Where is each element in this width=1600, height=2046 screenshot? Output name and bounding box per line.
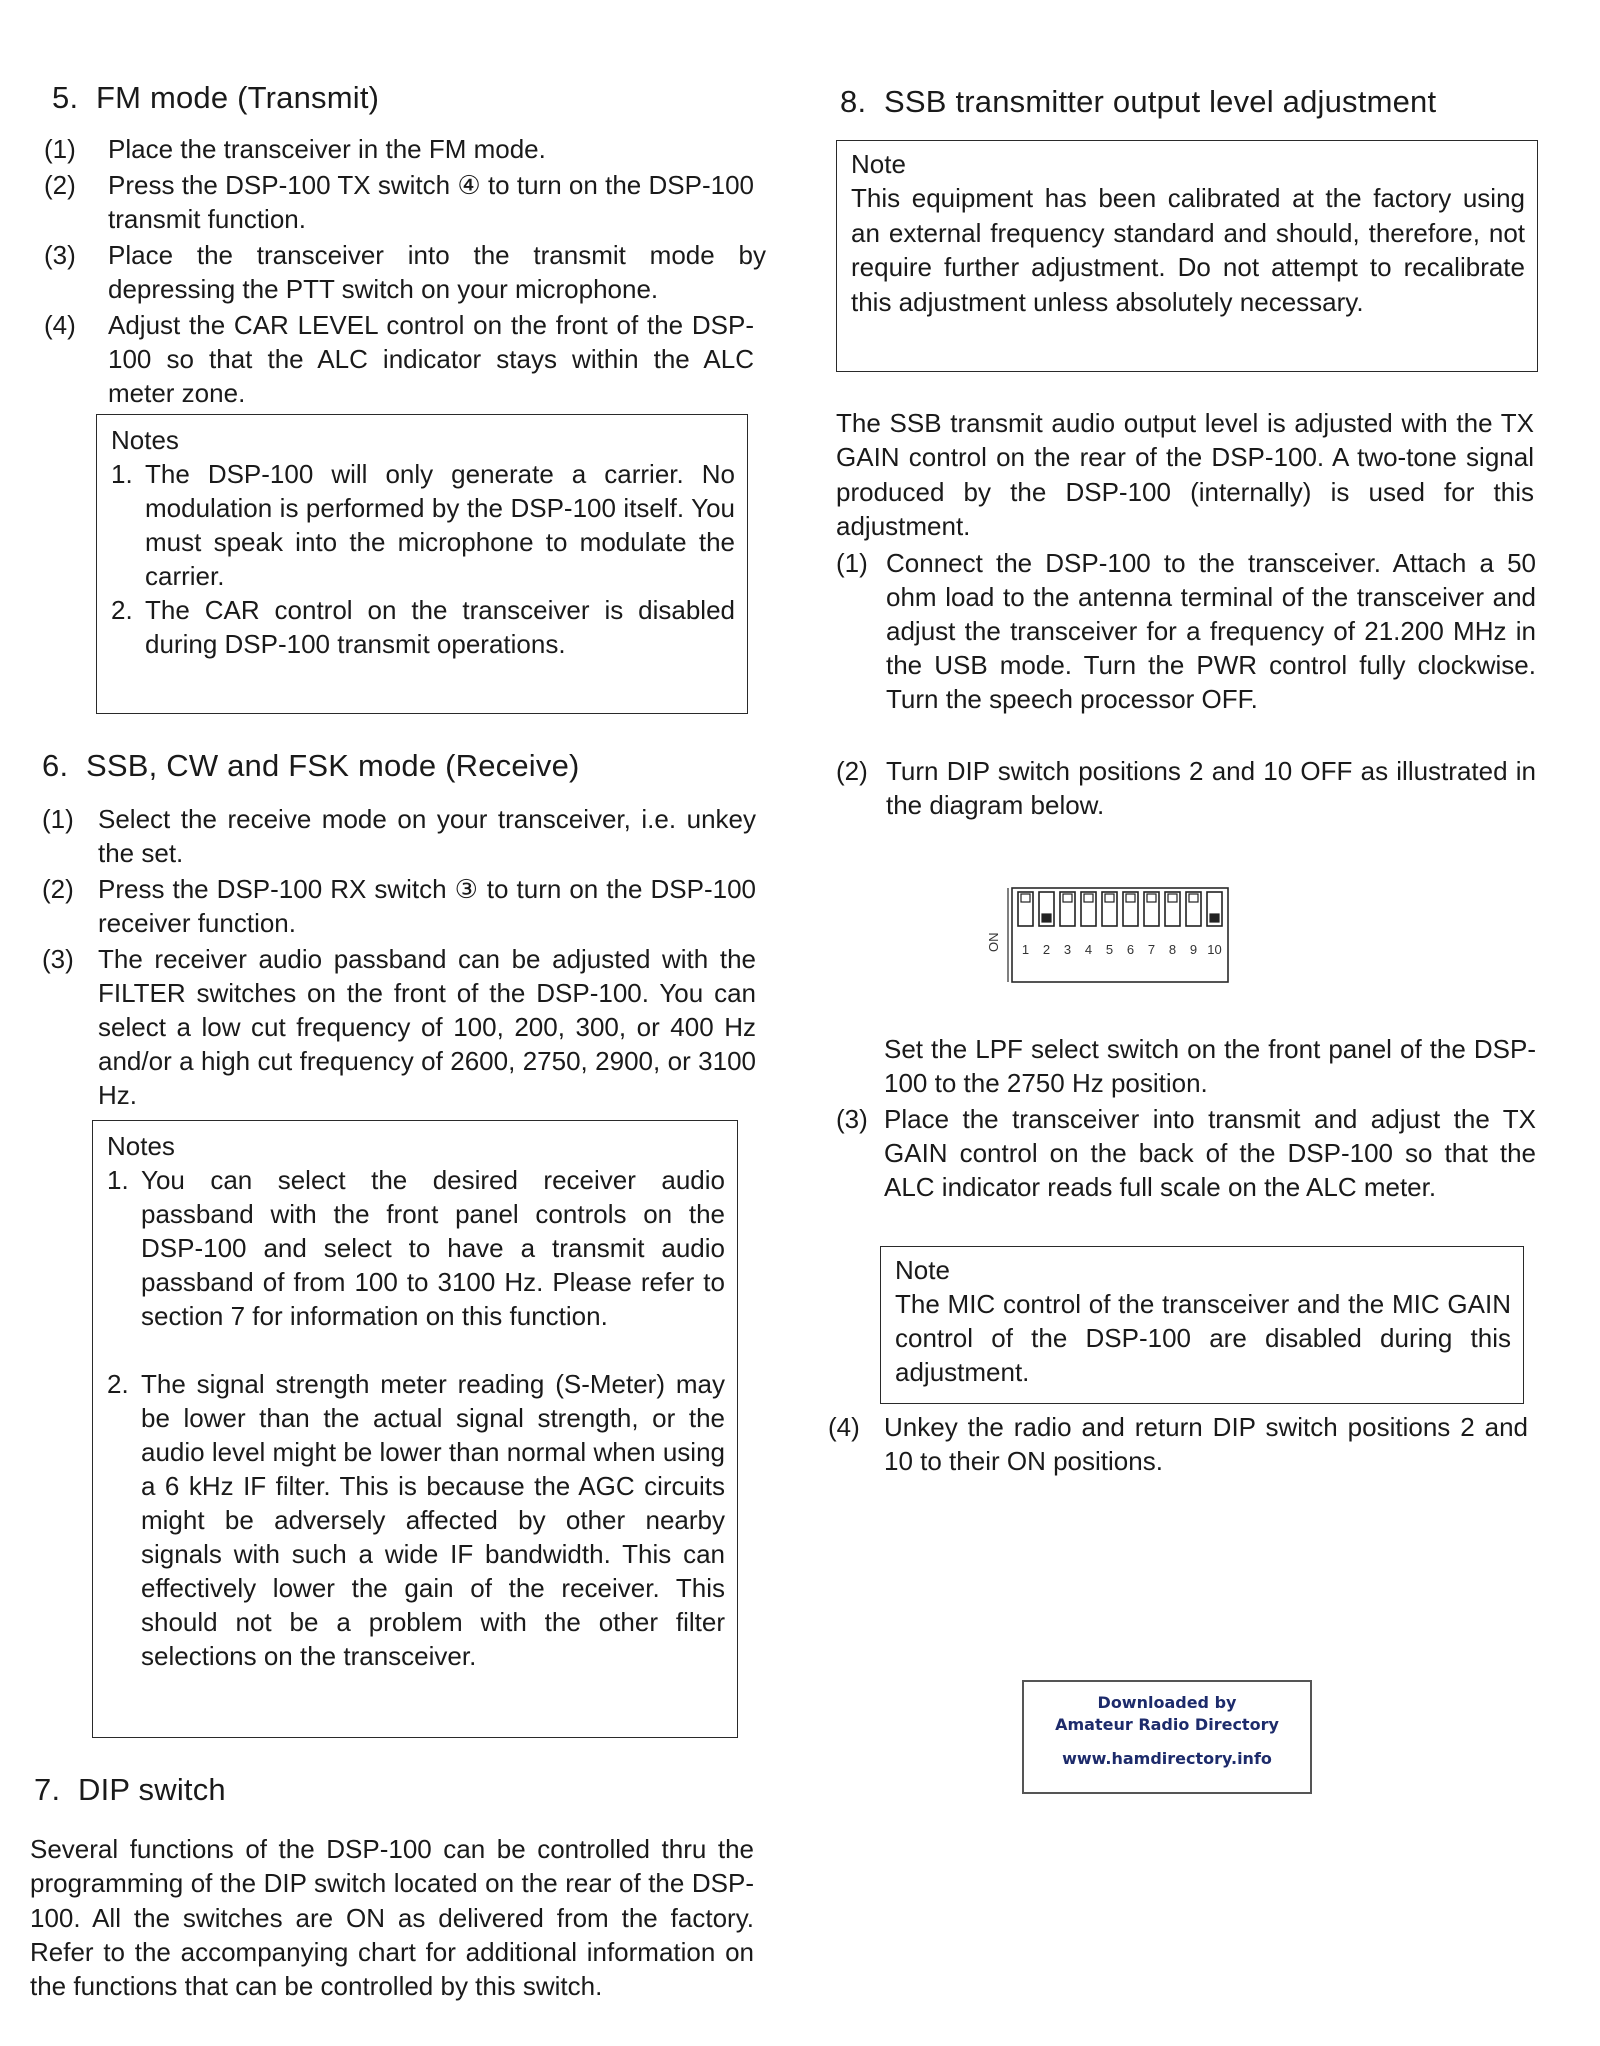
list-item (44, 308, 754, 412)
note-box (880, 1246, 1524, 1404)
dip-on-label: ON (986, 932, 1001, 952)
section-title: SSB transmitter output level adjustment (884, 84, 1437, 119)
notes-box (96, 414, 748, 714)
list-item (42, 942, 756, 1114)
dip-switch-group (1018, 892, 1222, 957)
section-title: DIP switch (78, 1772, 226, 1807)
dip-switch-diagram (976, 880, 1236, 1000)
item-number: (4) (44, 310, 76, 340)
item-text: Press the DSP-100 TX switch ④ to turn on the DSP-100 transmit function. (108, 170, 754, 234)
dip-switch-label: 1 (1021, 942, 1030, 957)
dip-switch-knob-2 (1042, 914, 1051, 922)
lpf-instruction: Set the LPF select switch on the front panel of the DSP-100 to the 2750 Hz position. (884, 1034, 1536, 1099)
list-item (42, 872, 756, 942)
list-item (44, 168, 754, 238)
stamp-line-1: Downloaded by (1097, 1693, 1237, 1712)
dip-switch-knob-6 (1126, 894, 1135, 902)
dip-switch-knob-4 (1084, 894, 1093, 902)
stamp-url[interactable]: www.hamdirectory.info (1062, 1749, 1272, 1768)
note-text: The CAR control on the transceiver is disabled during DSP-100 transmit operations. (145, 595, 735, 659)
notes-box (92, 1120, 738, 1738)
section-number: 7. (34, 1772, 61, 1807)
item-number: (3) (44, 240, 76, 270)
section-number: 8. (840, 84, 867, 119)
section-number: 5. (52, 80, 79, 115)
item-number: (2) (42, 874, 74, 904)
notes-title: Notes (111, 425, 179, 455)
note-number: 2. (107, 1369, 129, 1399)
note-text: The DSP-100 will only generate a carrier. No modulation is performed by the DSP-100 itself. You must speak into the microphone to modulate the carrier. (145, 459, 735, 591)
note-box (836, 140, 1538, 372)
section-7-paragraph: Several functions of the DSP-100 can be controlled thru the programming of the DIP switch located on the rear of the DSP-100. All the switches are ON as delivered from the factory. Refer to the accompanying chart for additional information on the functions that can be controlled by this switch. (30, 1834, 754, 2002)
list-item (836, 754, 1536, 824)
dip-switch-knob-3 (1063, 894, 1072, 902)
item-number: (1) (42, 804, 74, 834)
section-6-heading (42, 748, 580, 784)
item-text: Connect the DSP-100 to the transceiver. Attach a 50 ohm load to the antenna terminal of the transceiver and adjust the transceiver for a frequency of 21.200 MHz in the USB mode. Turn the PWR control fully clockwise. Turn the speech processor OFF. (886, 548, 1536, 714)
item-number: (3) (42, 944, 74, 974)
dip-switch-label: 3 (1063, 942, 1072, 957)
dip-switch-knob-5 (1105, 894, 1114, 902)
item-text: Place the transceiver into transmit and adjust the TX GAIN control on the back of the DSP-100 so that the ALC indicator reads full scale on the ALC meter. (884, 1104, 1536, 1202)
note-title: Note (895, 1255, 950, 1285)
note-text: The signal strength meter reading (S-Meter) may be lower than the actual signal strength, or the audio level might be lower than normal when using a 6 kHz IF filter. This is because the AGC circuits might be adversely affected by other nearby signals with such a wide IF bandwidth. This can effectively lower the gain of the receiver. This should not be a problem with the other filter selections on the transceiver. (141, 1369, 725, 1671)
item-number: (4) (828, 1412, 860, 1442)
list-item (44, 238, 766, 308)
notes-title: Notes (107, 1131, 175, 1161)
section-5-heading (52, 80, 379, 116)
section-8-intro: The SSB transmit audio output level is adjusted with the TX GAIN control on the rear of the DSP-100. A two-tone signal produced by the DSP-100 (internally) is used for this adjustment. (836, 408, 1534, 541)
note-item (111, 457, 735, 593)
note-title: Note (851, 149, 906, 179)
item-number: (3) (836, 1104, 868, 1134)
item-number: (1) (836, 548, 868, 578)
dip-switch-label: 10 (1207, 942, 1222, 957)
note-item (111, 593, 735, 695)
note-text: You can select the desired receiver audio passband with the front panel controls on the DSP-100 and select to have a transmit audio passband of from 100 to 3100 Hz. Please refer to section 7 for information on this function. (141, 1165, 725, 1331)
stamp-line-2: Amateur Radio Directory (1055, 1715, 1279, 1734)
section-title: SSB, CW and FSK mode (Receive) (86, 748, 580, 783)
note-text: This equipment has been calibrated at the factory using an external frequency standard and should, therefore, not require further adjustment. Do not attempt to recalibrate this adjustment unless absolutely necessary. (851, 183, 1525, 317)
dip-switch-knob-10 (1210, 914, 1219, 922)
section-8-heading (840, 84, 1436, 120)
dip-switch-knob-9 (1189, 894, 1198, 902)
dip-switch-label: 9 (1189, 942, 1198, 957)
dip-switch-knob-7 (1147, 894, 1156, 902)
item-text: Place the transceiver into the transmit mode by depressing the PTT switch on your microphone. (108, 240, 766, 304)
note-item (107, 1367, 725, 1727)
dip-switch-knob-8 (1168, 894, 1177, 902)
dip-switch-svg (976, 880, 1236, 1000)
dip-switch-knob-1 (1021, 894, 1030, 902)
note-number: 2. (111, 595, 133, 625)
list-item (828, 1410, 1528, 1480)
item-number: (2) (44, 170, 76, 200)
item-text: Unkey the radio and return DIP switch positions 2 and 10 to their ON positions. (884, 1412, 1528, 1476)
list-item (836, 1102, 1536, 1242)
note-number: 1. (111, 459, 133, 489)
item-number: (1) (44, 134, 76, 164)
download-stamp (1022, 1680, 1312, 1794)
list-item (42, 802, 756, 872)
item-number: (2) (836, 756, 868, 786)
item-text: Turn DIP switch positions 2 and 10 OFF as illustrated in the diagram below. (886, 756, 1536, 820)
dip-switch-label: 7 (1147, 942, 1156, 957)
item-text: Place the transceiver in the FM mode. (108, 134, 546, 164)
section-7-heading (34, 1772, 226, 1808)
item-text: The receiver audio passband can be adjusted with the FILTER switches on the front of the DSP-100. You can select a low cut frequency of 100, 200, 300, or 400 Hz and/or a high cut frequency of 2600, 2750, 2900, or 3100 Hz. (98, 944, 756, 1110)
note-item (107, 1163, 725, 1367)
item-text: Press the DSP-100 RX switch ③ to turn on the DSP-100 receiver function. (98, 874, 756, 938)
note-number: 1. (107, 1165, 129, 1195)
dip-switch-label: 2 (1042, 942, 1051, 957)
section-number: 6. (42, 748, 69, 783)
list-item (836, 546, 1536, 752)
dip-switch-label: 6 (1126, 942, 1135, 957)
dip-switch-label: 5 (1105, 942, 1114, 957)
dip-switch-label: 4 (1084, 942, 1093, 957)
dip-switch-label: 8 (1168, 942, 1177, 957)
item-text: Adjust the CAR LEVEL control on the front of the DSP-100 so that the ALC indicator stays within the ALC meter zone. (108, 310, 754, 408)
list-item (44, 132, 754, 166)
item-text: Select the receive mode on your transceiver, i.e. unkey the set. (98, 804, 756, 868)
section-title: FM mode (Transmit) (96, 80, 380, 115)
note-text: The MIC control of the transceiver and the MIC GAIN control of the DSP-100 are disabled during this adjustment. (895, 1289, 1511, 1387)
